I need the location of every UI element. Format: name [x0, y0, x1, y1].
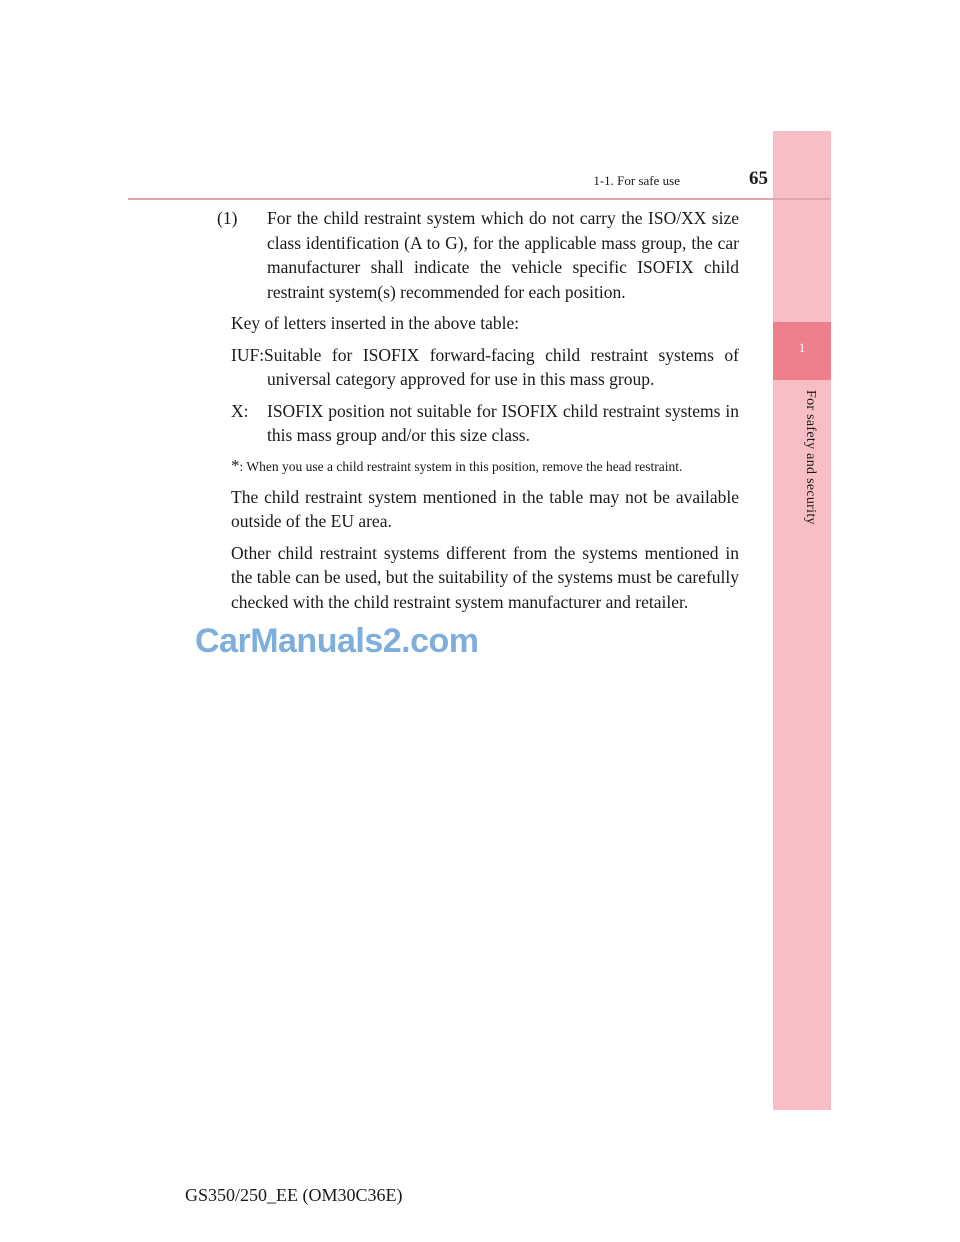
section-title: 1-1. For safe use: [593, 173, 680, 188]
watermark-logo: CarManuals2.com: [195, 622, 479, 660]
footnote-text: : When you use a child restraint system in this position, remove the head restraint.: [239, 458, 683, 474]
key-x-text: ISOFIX position not suitable for ISOFIX child restraint systems in this mass group and/or this size class.: [267, 400, 739, 445]
page-body: [217, 206, 739, 621]
chapter-number: 1: [798, 340, 806, 355]
footnote-mark: *: [231, 455, 240, 475]
side-tab: [773, 131, 831, 1110]
paragraph-eu: The child restraint system mentioned in the table may not be available outside of the EU area.: [231, 486, 739, 531]
page-number: 65: [749, 168, 768, 189]
key-x: [231, 399, 739, 448]
numbered-note: [217, 206, 739, 304]
header-divider: [128, 198, 831, 200]
key-iuf: IUF:Suitable for ISOFIX forward-facing child restraint systems of universal category approved for use in this mass group.: [231, 344, 739, 389]
note-number: (1): [217, 208, 238, 228]
chapter-label: For safety and security: [803, 390, 818, 525]
note-text: For the child restraint system which do not carry the ISO/XX size class identification (A to G), for the applicable mass group, the car manufacturer shall indicate the vehicle specific ISOFIX child restraint system(s) recommended for each position.: [267, 208, 739, 302]
paragraph-other-systems: Other child restraint systems different from the systems mentioned in the table can be used, but the suitability of the systems must be carefully checked with the child restraint system manufacturer and retailer.: [231, 542, 739, 612]
key-x-tag: X:: [231, 400, 249, 421]
key-intro: Key of letters inserted in the above table:: [231, 313, 520, 333]
footnote: [231, 455, 739, 477]
model-code: GS350/250_EE (OM30C36E): [185, 1185, 403, 1205]
